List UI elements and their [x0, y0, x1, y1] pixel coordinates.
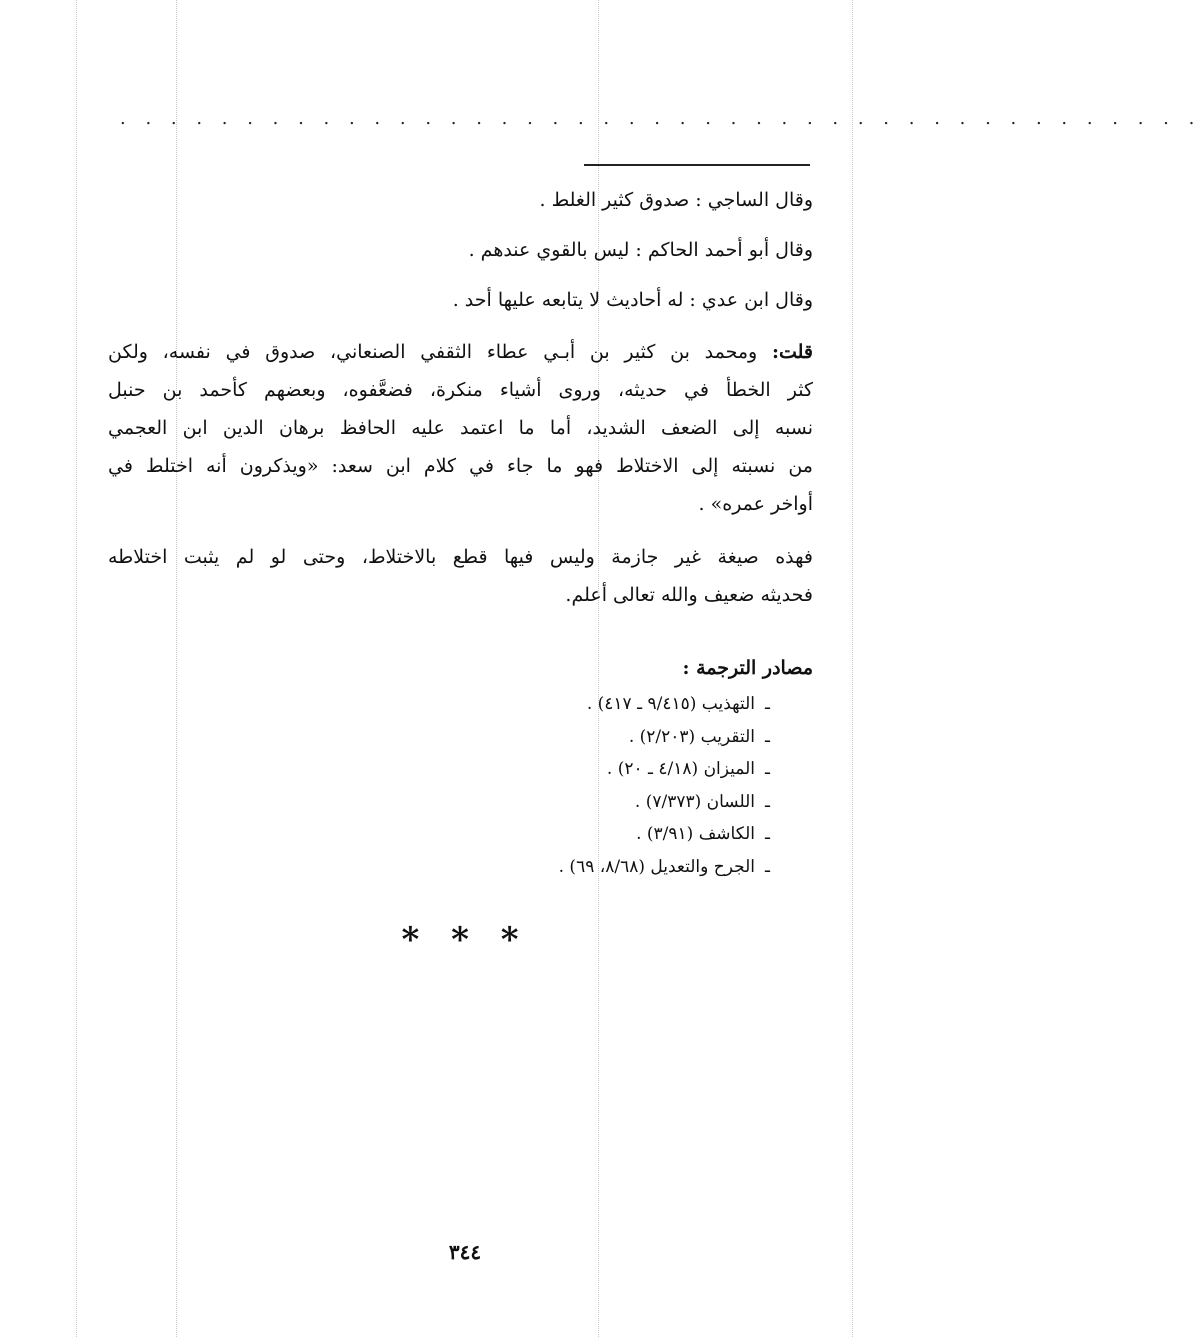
text-line: وقال ابن عدي : له أحاديث لا يتابعه عليها أحد . — [452, 289, 813, 311]
source-text: اللسان (٧/٣٧٣) . — [634, 791, 756, 812]
source-item — [400, 753, 770, 786]
source-text: التهذيب (٩/٤١٥ ـ ٤١٧) . — [586, 694, 756, 714]
source-text: الميزان (٤/١٨ ـ ٢٠) . — [606, 759, 756, 779]
text-line: وقال الساجي : صدوق كثير الغلط . — [539, 189, 813, 211]
text-line-rest: ومحمد بن كثير بن أبـي عطاء الثقفي الصنعاني، صدوق في نفسه، ولكن — [108, 341, 758, 363]
source-item — [400, 786, 770, 819]
text-line: كثر الخطأ في حديثه، وروى أشياء منكرة، فضعَّفوه، وبعضهم كأحمد بن حنبل — [108, 379, 813, 401]
dash-icon: ـ — [765, 759, 770, 779]
horizontal-rule — [584, 164, 810, 166]
text-line: نسبه إلى الضعف الشديد، أما ما اعتمد عليه الحافظ برهان الدين ابن العجمي — [108, 417, 813, 439]
text-line: فحديثه ضعيف والله تعالى أعلم. — [565, 584, 813, 606]
scan-guide-line — [76, 0, 77, 1337]
dash-icon: ـ — [765, 856, 770, 877]
paragraph-comment — [108, 333, 813, 523]
paragraph-ibn-adi — [108, 281, 813, 319]
dash-icon: ـ — [765, 694, 770, 714]
paragraph-hakim — [108, 231, 813, 269]
scan-guide-line — [852, 0, 853, 1337]
source-text: الكاشف (٣/٩١) . — [636, 824, 756, 844]
asterisk-ornament: * * * — [401, 920, 529, 960]
text-line — [108, 333, 813, 371]
source-item — [400, 851, 770, 884]
comment-lead: قلت: — [771, 341, 813, 363]
dotted-separator: . . . . . . . . . . . . . . . . . . . . . . . . . . . . . . . . . . . . . . . . . . . — [120, 108, 1201, 129]
paragraph-conclusion — [108, 538, 813, 614]
text-line: فهذه صيغة غير جازمة وليس فيها قطع بالاختلاط، وحتى لو لم يثبت اختلاطه — [108, 546, 813, 568]
source-item — [400, 721, 770, 754]
source-text: الجرح والتعديل (٨/٦٨، ٦٩) . — [558, 856, 756, 877]
sources-list — [400, 688, 770, 883]
dash-icon: ـ — [765, 791, 770, 812]
sources-title: مصادر الترجمة : — [682, 657, 813, 679]
dash-icon: ـ — [765, 726, 770, 747]
page-number: ٣٤٤ — [448, 1240, 482, 1264]
text-line: من نسبته إلى الاختلاط فهو ما جاء في كلام ابن سعد: «ويذكرون أنه اختلط في — [108, 455, 813, 477]
text-line: أواخر عمره» . — [698, 493, 813, 515]
dash-icon: ـ — [765, 824, 770, 844]
source-item — [400, 688, 770, 721]
source-text: التقريب (٢/٢٠٣) . — [628, 726, 756, 747]
paragraph-saji — [108, 181, 813, 219]
text-line: وقال أبو أحمد الحاكم : ليس بالقوي عندهم . — [468, 239, 813, 261]
source-item — [400, 818, 770, 851]
